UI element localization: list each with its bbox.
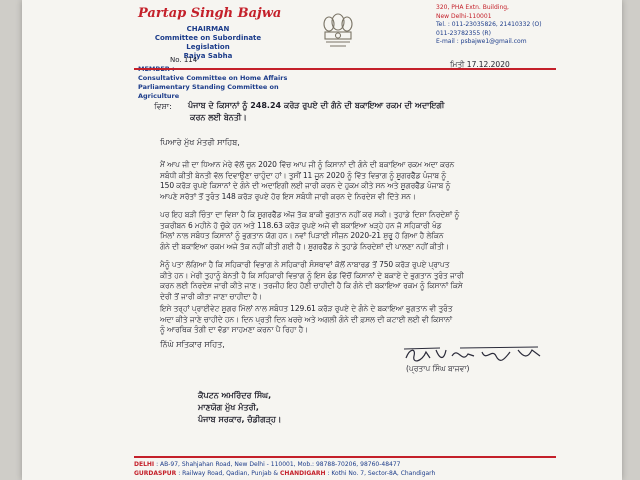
- paragraph-line: ਮੈਂ ਆਪ ਜੀ ਦਾ ਧਿਆਨ ਮੇਰੇ ਵੱਲੋਂ ਚੁਨ 2020 ਵਿੱਚ ਆਪ ਜੀ ਨੂੰ ਕਿਸਾਨਾਂ ਦੀ ਗੰਨੇ ਦੀ ਬਕਾਇਆ ਰਕਮ ਅਦਾ ਕਰਨ: [160, 160, 455, 169]
- addressee-line: ਮਾਣਯੋਗ ਮੁੱਖ ਮੰਤਰੀ,: [198, 403, 259, 412]
- addressee-line: ਕੈਪਟਨ ਅਮਰਿੰਦਰ ਸਿੰਘ,: [198, 391, 272, 400]
- member-block: [138, 65, 298, 101]
- chair-line: Committee on Subordinate Legislation: [154, 34, 262, 51]
- subject-text: [188, 100, 538, 124]
- handwritten-signature: [400, 344, 560, 366]
- letterhead-right: [436, 4, 558, 47]
- letterhead-left: [138, 6, 298, 101]
- paragraph-line: ਪਰ ਇਹ ਬੜੀ ਚਿੰਤਾ ਦਾ ਵਿਸ਼ਾ ਹੈ ਕਿ ਸ਼ੂਗਰਫੈੱਡ ਅੱਜ ਤੱਕ ਬਾਕੀ ਭੁਗਤਾਨ ਨਹੀਂ ਕਰ ਸਕੀ। ਤੁਹਾਡੇ ਦਿਸ਼ਾ ਨਿਰਦੇਸ਼ਾਂ ਨੂੰ: [160, 210, 460, 219]
- footer-delhi-text: : AB-97, Shahjahan Road, New Delhi - 110001, Mob.: 98788-70206, 98760-48477: [156, 461, 401, 468]
- paragraph-3: [160, 260, 560, 302]
- paragraph-line: ਕੀਤੇ ਹਨ। ਮੇਰੀ ਤੁਹਾਨੂੰ ਬੇਨਤੀ ਹੈ ਕਿ ਸਹਿਕਾਰੀ ਵਿਭਾਗ ਨੂੰ ਇਸ ਫੰਡ ਵਿੱਚੋਂ ਕਿਸਾਨਾਂ ਦੇ ਬਕਾਏ ਦੇ ਭੁਗਤਾਨ ਤੁਰੰਤ ਜਾਰੀ: [160, 270, 464, 280]
- footer-delhi: [134, 460, 564, 469]
- footer-chandigarh-label: CHANDIGARH: [280, 470, 326, 477]
- chair-line: CHAIRMAN: [186, 25, 230, 33]
- member-line: [138, 65, 298, 74]
- paragraph-line: ਮਿੱਲਾਂ ਨਾਲ ਸਬੰਧਤ ਕਿਸਾਨਾਂ ਨੂੰ ਭੁਗਤਾਨ ਯੋਗ ਹਨ। ਨਵਾਂ ਪਿੜਾਈ ਸੀਜ਼ਨ 2020-21 ਸ਼ੁਰੂ ਹੋ ਗਿਆ ਹੈ ਲੇਕਿਨ: [160, 231, 444, 241]
- closing-line: ਨਿੱਘੇ ਸਤਿਕਾਰ ਸਹਿਤ,: [160, 340, 225, 349]
- addressee-line: ਪੰਜਾਬ ਸਰਕਾਰ, ਚੰਡੀਗੜ੍ਹ।: [198, 415, 282, 424]
- phone-line: Tel. : 011-23035826, 21410332 (O): [436, 21, 542, 28]
- footer-gurdaspur-text: : Railway Road, Qadian, Punjab &: [178, 470, 279, 477]
- paragraph-line: ਸਬੰਧੀ ਕੀਤੀ ਬੇਨਤੀ ਵੱਲ ਦਿਵਾਉਣਾ ਚਾਹੁੰਦਾ ਹਾਂ। ਤੁਸੀਂ 11 ਜੂਨ 2020 ਨੂੰ ਵਿੱਤ ਵਿਭਾਗ ਨੂੰ ਸ਼ੂਗਰਫੈੱਡ ਪੰਜਾਬ ਨੂੰ: [160, 170, 447, 180]
- paragraph-line: ਕਰਨ ਲਈ ਨਿਰਦੇਸ਼ ਜਾਰੀ ਕੀਤੇ ਜਾਣ। ਤਰਜੀਹ ਇਹ ਹੋਣੀ ਚਾਹੀਦੀ ਹੈ ਕਿ ਗੰਨੇ ਦੀ ਬਕਾਇਆ ਰਕਮ ਨੂੰ ਕਿਸਾਨਾਂ ਕਿਸੇ: [160, 281, 463, 291]
- address-line: New Delhi-110001: [436, 12, 492, 20]
- subject-label: ਵਿਸ਼ਾ:: [154, 102, 172, 111]
- ref-number: No. 114: [170, 56, 198, 64]
- paragraph-line: 150 ਕਰੋੜ ਰੁਪਏ ਕਿਸਾਨਾਂ ਦੇ ਗੰਨੇ ਦੀ ਅਦਾਇਗੀ ਲਈ ਜਾਰੀ ਕਰਨ ਦੇ ਹੁਕਮ ਕੀਤੇ ਸਨ ਅਤੇ ਸ਼ੂਗਰਫੈੱਡ ਪੰਜਾਬ ਨੂੰ: [160, 181, 451, 191]
- footer-rule: [134, 456, 556, 458]
- paragraph-1: [160, 160, 560, 202]
- letter-date: ਮਿਤੀ 17.12.2020: [450, 60, 510, 69]
- footer-gurdaspur-label: GURDASPUR: [134, 470, 177, 477]
- footer-delhi-label: DELHI: [134, 461, 155, 468]
- paragraph-line: ਆਪਣੇ ਸਰੋਤਾਂ ਤੋਂ ਤੁਰੰਤ 148 ਕਰੋੜ ਰੁਪਏ ਹੋਰ ਇਸ ਸਬੰਧੀ ਜਾਰੀ ਕਰਨ ਦੇ ਨਿਰਦੇਸ਼ ਵੀ ਦਿੱਤੇ ਸਨ।: [160, 191, 416, 201]
- paragraph-line: ਦੇਰੀ ਤੋਂ ਜਾਰੀ ਕੀਤਾ ਜਾਣਾ ਚਾਹੀਦਾ ਹੈ।: [160, 291, 263, 301]
- footer: [134, 460, 564, 478]
- signatory-name: (ਪ੍ਰਤਾਪ ਸਿੰਘ ਬਾਜਵਾ): [406, 364, 470, 373]
- paragraph-line: ਨੂੰ ਆਰਥਿਕ ਤੰਗੀ ਦਾ ਵੱਡਾ ਸਾਹਮਣਾ ਕਰਨਾ ਪੈ ਰਿਹਾ ਹੈ।: [160, 325, 309, 335]
- addressee-block: [198, 390, 281, 426]
- email-line: E-mail : psbajwe1@gmail.com: [436, 38, 527, 45]
- footer-gurdaspur: [134, 469, 564, 478]
- paragraph-line: ਗੰਨੇ ਦੀ ਬਕਾਇਆ ਰਕਮ ਅਜੇ ਤੱਕ ਨਹੀਂ ਕੀਤੀ ਗਈ ਹੈ। ਸ਼ੂਗਰਫੈੱਡ ਨੇ ਤੁਹਾਡੇ ਨਿਰਦੇਸ਼ਾਂ ਦੀ ਪਾਲਣਾ ਨਹੀਂ ਕੀਤੀ।: [160, 241, 449, 251]
- paragraph-4: [160, 304, 560, 336]
- salutation: ਪਿਆਰੇ ਮੁੱਖ ਮੰਤਰੀ ਸਾਹਿਬ,: [160, 138, 240, 147]
- member-line: Consultative Committee on Home Affairs: [138, 74, 288, 82]
- subject-line: ਪੰਜਾਬ ਦੇ ਕਿਸਾਨਾਂ ਨੂੰ 248.24 ਕਰੋੜ ਰੁਪਏ ਦੀ ਗੰਨੇ ਦੀ ਬਕਾਇਆ ਰਕਮ ਦੀ ਅਦਾਇਗੀ: [188, 101, 445, 110]
- national-emblem-icon: [318, 8, 358, 54]
- phone-line: 011-23782355 (R): [436, 29, 491, 37]
- chair-line: Rajya Sabha: [183, 52, 233, 60]
- paragraph-2: [160, 210, 560, 252]
- paragraph-line: ਮੈਨੂੰ ਪਤਾ ਲੱਗਿਆ ਹੈ ਕਿ ਸਹਿਕਾਰੀ ਵਿਭਾਗ ਨੇ ਸਹਿਕਾਰੀ ਸੰਸਥਾਵਾਂ ਕੋਲੋਂ ਨਾਬਾਰਡ ਤੋਂ 750 ਕਰੋੜ ਰੁਪਏ ਪ੍ਰਾਪਤ: [160, 260, 450, 269]
- address-line: 320, PHA Extn. Building,: [436, 4, 509, 11]
- subject-line: ਕਰਨ ਲਈ ਬੇਨਤੀ।: [190, 113, 247, 122]
- member-line: Parliamentary Standing Committee on Agriculture: [138, 83, 279, 100]
- letterhead-name: Partap Singh Bajwa: [138, 6, 282, 21]
- paragraph-line: ਅਦਾ ਕੀਤੇ ਜਾਣੇ ਚਾਹੀਦੇ ਹਨ। ਦਿਨ ਪ੍ਰਤੀ ਦਿਨ ਖ਼ਰਚੇ ਅਤੇ ਅਗਲੀ ਗੰਨੇ ਦੀ ਫ਼ਸਲ ਦੀ ਕਟਾਈ ਲਈ ਵੀ ਕਿਸਾਨਾਂ: [160, 314, 453, 324]
- letter-sheet: [22, 0, 622, 480]
- paragraph-line: ਤਕਰੀਬਨ 6 ਮਹੀਨੇ ਹੋ ਚੁੱਕੇ ਹਨ ਅਤੇ 118.63 ਕਰੋੜ ਰੁਪਏ ਅਜੇ ਵੀ ਬਕਾਇਆ ਖੜ੍ਹੇ ਹਨ ਜੋ ਸਹਿਕਾਰੀ ਖੰਡ: [160, 220, 442, 230]
- chairman-block: [138, 25, 278, 61]
- paragraph-line: ਇਸੇ ਤਰ੍ਹਾਂ ਪ੍ਰਾਈਵੇਟ ਸ਼ੂਗਰ ਮਿੱਲਾਂ ਨਾਲ ਸਬੰਧਤ 129.61 ਕਰੋੜ ਰੁਪਏ ਦੇ ਗੰਨੇ ਦੇ ਬਕਾਇਆ ਭੁਗਤਾਨ ਵੀ ਤੁਰੰਤ: [160, 304, 453, 313]
- footer-chandigarh-text: : Kothi No. 7, Sector-8A, Chandigarh: [327, 470, 436, 477]
